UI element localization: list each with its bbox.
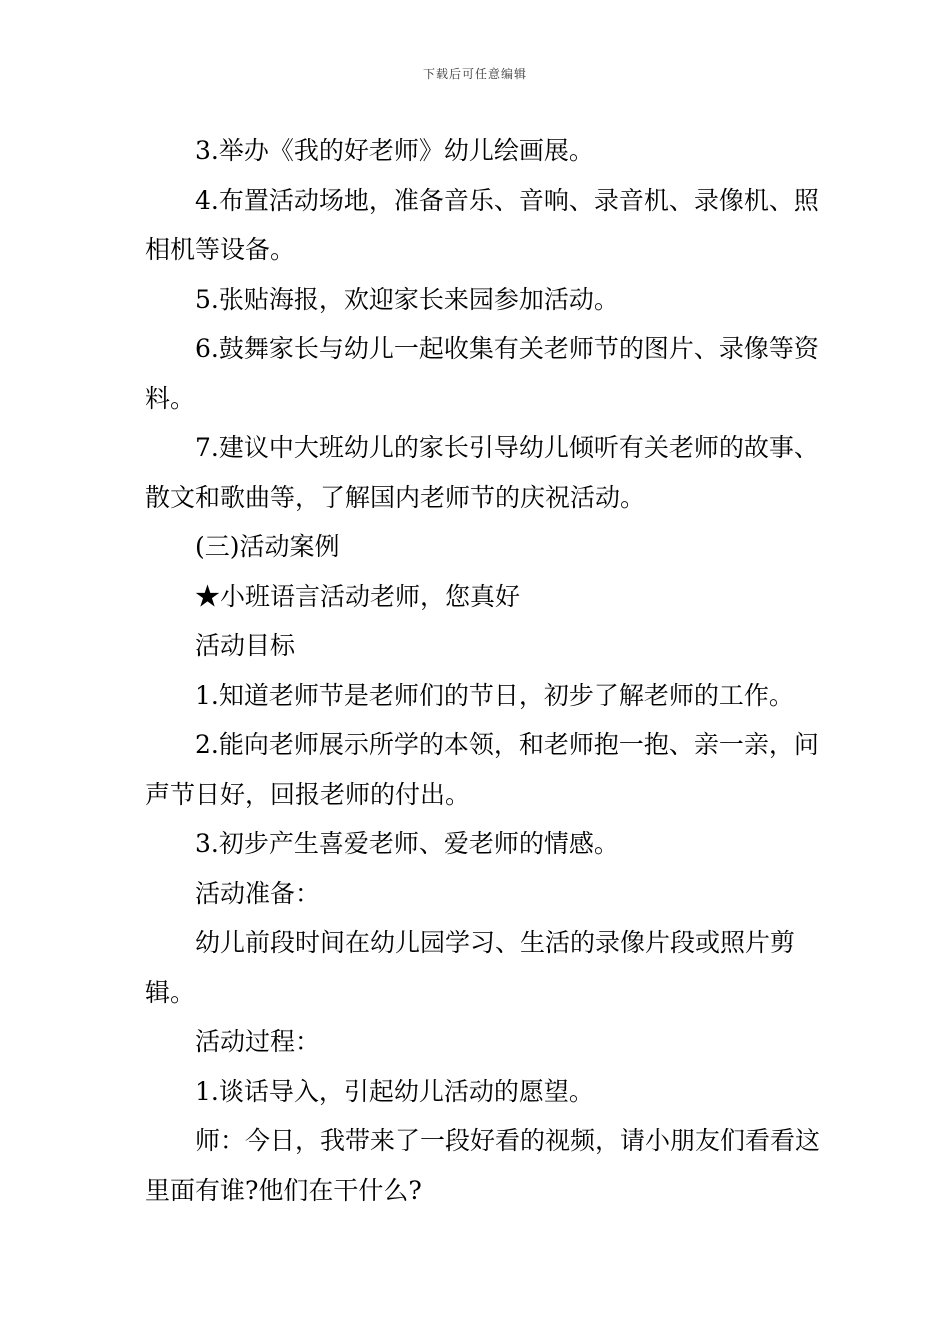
paragraph-item-6: 6.鼓舞家长与幼儿一起收集有关老师节的图片、录像等资料。 <box>145 334 819 413</box>
goals-heading: 活动目标 <box>195 631 296 660</box>
teacher-dialogue: 师：今日，我带来了一段好看的视频，请小朋友们看看这里面有谁?他们在干什么? <box>145 1126 821 1205</box>
preparation-heading: 活动准备： <box>195 878 321 908</box>
paragraph-item-4: 4.布置活动场地，准备音乐、音响、录音机、录像机、照相机等设备。 <box>145 185 819 264</box>
case-title: ★小班语言活动老师，您真好 <box>195 581 521 611</box>
paragraph-item-3: 3.举办《我的好老师》幼儿绘画展。 <box>195 136 594 165</box>
page-header: 下载后可任意编辑 <box>422 67 527 81</box>
process-heading: 活动过程： <box>195 1027 321 1056</box>
paragraph-item-5: 5.张贴海报，欢迎家长来园参加活动。 <box>195 284 619 314</box>
section-heading: (三)活动案例 <box>195 532 340 561</box>
goal-item-1: 1.知道老师节是老师们的节日，初步了解老师的工作。 <box>195 680 794 710</box>
paragraph-item-7: 7.建议中大班幼儿的家长引导幼儿倾听有关老师的故事、散文和歌曲等，了解国内老师节的庆祝活动。 <box>145 433 819 512</box>
preparation-text: 幼儿前段时间在幼儿园学习、生活的录像片段或照片剪辑。 <box>145 928 796 1007</box>
document-body <box>145 126 835 1215</box>
process-item-1: 1.谈话导入，引起幼儿活动的愿望。 <box>195 1076 594 1106</box>
goal-item-3: 3.初步产生喜爱老师、爱老师的情感。 <box>195 829 619 858</box>
goal-item-2: 2.能向老师展示所学的本领，和老师抱一抱、亲一亲，问声节日好，回报老师的付出。 <box>145 730 819 809</box>
